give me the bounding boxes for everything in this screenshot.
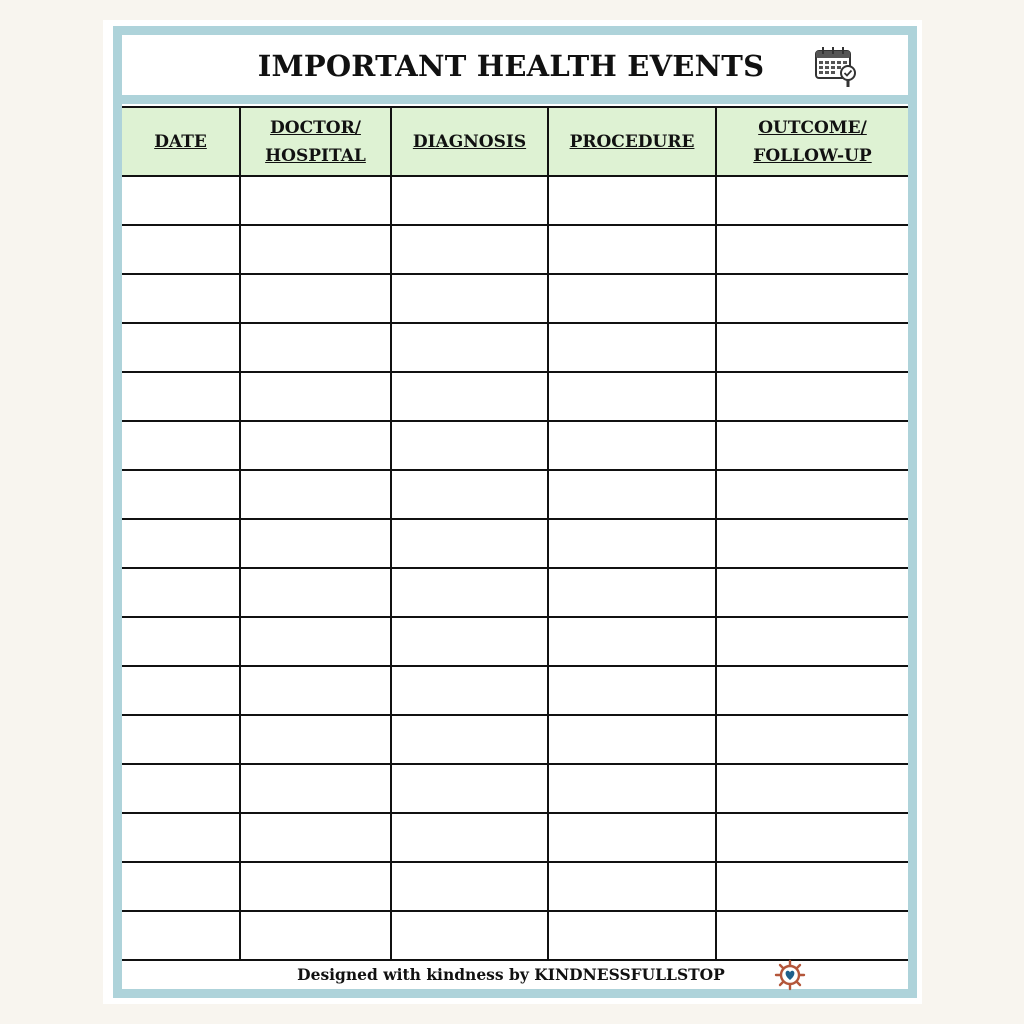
table-row bbox=[122, 470, 908, 519]
table-cell[interactable] bbox=[391, 519, 548, 568]
table-cell[interactable] bbox=[716, 519, 908, 568]
table-cell[interactable] bbox=[122, 666, 240, 715]
table-cell[interactable] bbox=[716, 911, 908, 960]
table-cell[interactable] bbox=[122, 813, 240, 862]
table-cell[interactable] bbox=[240, 813, 391, 862]
table-cell[interactable] bbox=[548, 176, 716, 225]
column-header-diagnosis: DIAGNOSIS bbox=[391, 107, 548, 176]
table-cell[interactable] bbox=[716, 813, 908, 862]
column-header-doctor-hospital: DOCTOR/ HOSPITAL bbox=[240, 107, 391, 176]
table-cell[interactable] bbox=[716, 715, 908, 764]
footer bbox=[122, 962, 908, 989]
table-cell[interactable] bbox=[122, 470, 240, 519]
table-cell[interactable] bbox=[240, 470, 391, 519]
table-cell[interactable] bbox=[240, 764, 391, 813]
table-row bbox=[122, 666, 908, 715]
table-cell[interactable] bbox=[391, 225, 548, 274]
table-cell[interactable] bbox=[122, 372, 240, 421]
table-cell[interactable] bbox=[548, 911, 716, 960]
table-cell[interactable] bbox=[391, 862, 548, 911]
table-row bbox=[122, 372, 908, 421]
table-cell[interactable] bbox=[391, 372, 548, 421]
table-row bbox=[122, 715, 908, 764]
table-cell[interactable] bbox=[548, 225, 716, 274]
table-row bbox=[122, 862, 908, 911]
table-cell[interactable] bbox=[548, 274, 716, 323]
table-cell[interactable] bbox=[240, 421, 391, 470]
page-title: IMPORTANT HEALTH EVENTS bbox=[257, 49, 765, 83]
table-row bbox=[122, 813, 908, 862]
table-row bbox=[122, 176, 908, 225]
table-cell[interactable] bbox=[122, 323, 240, 372]
table-cell[interactable] bbox=[122, 617, 240, 666]
table-cell[interactable] bbox=[716, 666, 908, 715]
table-cell[interactable] bbox=[240, 519, 391, 568]
table-cell[interactable] bbox=[548, 372, 716, 421]
table-cell[interactable] bbox=[716, 617, 908, 666]
table-cell[interactable] bbox=[716, 323, 908, 372]
table-cell[interactable] bbox=[391, 715, 548, 764]
table-cell[interactable] bbox=[240, 715, 391, 764]
table-cell[interactable] bbox=[548, 715, 716, 764]
table-cell[interactable] bbox=[240, 176, 391, 225]
table-cell[interactable] bbox=[240, 568, 391, 617]
table-row bbox=[122, 274, 908, 323]
heart-ship-wheel-icon bbox=[774, 959, 806, 991]
table-cell[interactable] bbox=[122, 911, 240, 960]
column-header-date: DATE bbox=[122, 107, 240, 176]
table-cell[interactable] bbox=[122, 421, 240, 470]
column-header-outcome-follow-up: OUTCOME/ FOLLOW-UP bbox=[716, 107, 908, 176]
table-cell[interactable] bbox=[548, 764, 716, 813]
table-row bbox=[122, 617, 908, 666]
table-row bbox=[122, 519, 908, 568]
table-cell[interactable] bbox=[122, 568, 240, 617]
table-cell[interactable] bbox=[391, 813, 548, 862]
table-cell[interactable] bbox=[391, 568, 548, 617]
table-cell[interactable] bbox=[240, 274, 391, 323]
calendar-magnifier-icon bbox=[814, 45, 860, 89]
table-cell[interactable] bbox=[391, 617, 548, 666]
table-cell[interactable] bbox=[548, 666, 716, 715]
table-cell[interactable] bbox=[391, 911, 548, 960]
table-cell[interactable] bbox=[122, 862, 240, 911]
table-cell[interactable] bbox=[122, 715, 240, 764]
table-cell[interactable] bbox=[716, 470, 908, 519]
table-cell[interactable] bbox=[391, 470, 548, 519]
health-events-table bbox=[122, 106, 908, 961]
table-row bbox=[122, 568, 908, 617]
table-cell[interactable] bbox=[716, 372, 908, 421]
table-header-row bbox=[122, 107, 908, 176]
table-cell[interactable] bbox=[122, 225, 240, 274]
table-cell[interactable] bbox=[122, 274, 240, 323]
table-cell[interactable] bbox=[391, 666, 548, 715]
table-cell[interactable] bbox=[548, 617, 716, 666]
table-cell[interactable] bbox=[240, 666, 391, 715]
table-cell[interactable] bbox=[240, 323, 391, 372]
table-cell[interactable] bbox=[391, 764, 548, 813]
table-cell[interactable] bbox=[716, 274, 908, 323]
table-row bbox=[122, 323, 908, 372]
table-cell[interactable] bbox=[548, 568, 716, 617]
table-cell[interactable] bbox=[548, 519, 716, 568]
table-cell[interactable] bbox=[240, 862, 391, 911]
table-row bbox=[122, 225, 908, 274]
table-cell[interactable] bbox=[240, 911, 391, 960]
table-cell[interactable] bbox=[122, 176, 240, 225]
table-cell[interactable] bbox=[391, 274, 548, 323]
title-bar bbox=[122, 35, 908, 104]
table-cell[interactable] bbox=[716, 568, 908, 617]
table-cell[interactable] bbox=[548, 470, 716, 519]
table-cell[interactable] bbox=[122, 764, 240, 813]
planner-page bbox=[103, 20, 922, 1004]
table-cell[interactable] bbox=[391, 421, 548, 470]
table-cell[interactable] bbox=[122, 519, 240, 568]
table-cell[interactable] bbox=[548, 813, 716, 862]
footer-credit: Designed with kindness by KINDNESSFULLSTOP bbox=[297, 965, 725, 984]
column-header-procedure: PROCEDURE bbox=[548, 107, 716, 176]
table-cell[interactable] bbox=[716, 421, 908, 470]
table-row bbox=[122, 911, 908, 960]
table-cell[interactable] bbox=[548, 323, 716, 372]
table-cell[interactable] bbox=[716, 862, 908, 911]
table-cell[interactable] bbox=[548, 421, 716, 470]
table-cell[interactable] bbox=[716, 225, 908, 274]
table-row bbox=[122, 421, 908, 470]
table-cell[interactable] bbox=[240, 372, 391, 421]
table-cell[interactable] bbox=[716, 176, 908, 225]
table-cell[interactable] bbox=[716, 764, 908, 813]
table-cell[interactable] bbox=[391, 323, 548, 372]
table-cell[interactable] bbox=[391, 176, 548, 225]
table-cell[interactable] bbox=[548, 862, 716, 911]
table-row bbox=[122, 764, 908, 813]
page-frame bbox=[113, 26, 917, 998]
table-cell[interactable] bbox=[240, 225, 391, 274]
table-cell[interactable] bbox=[240, 617, 391, 666]
